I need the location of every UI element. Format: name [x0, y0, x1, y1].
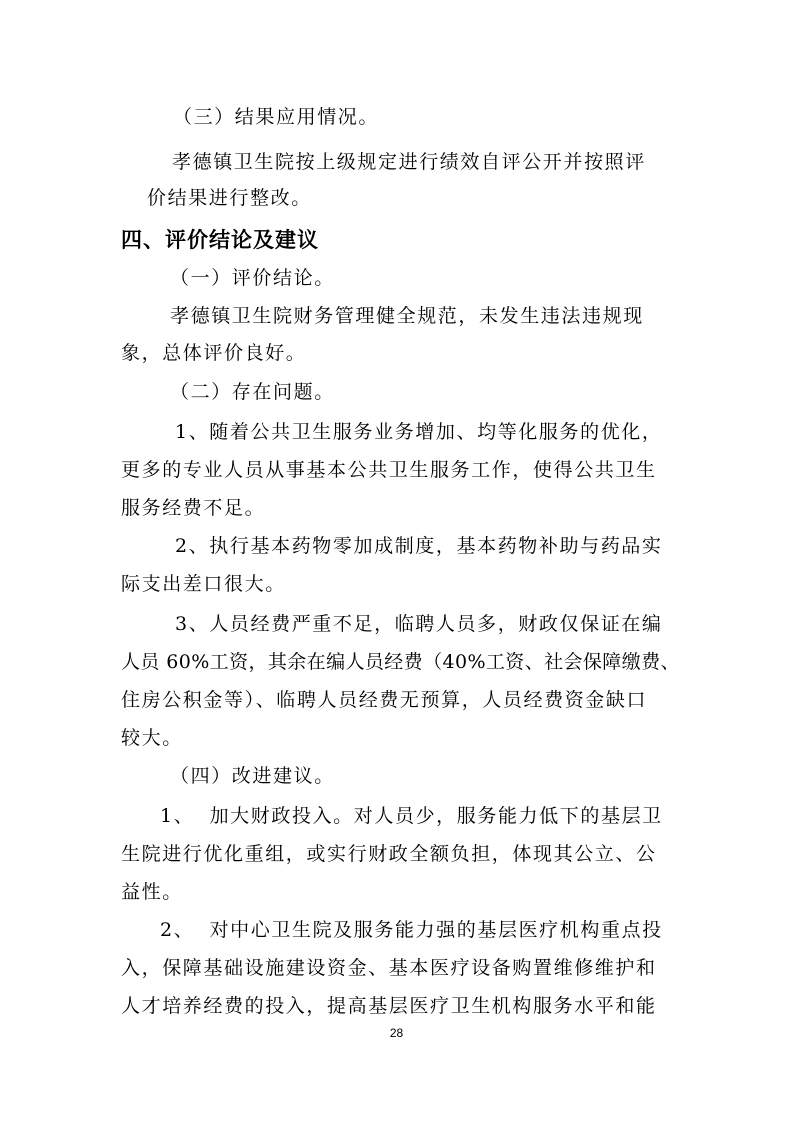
issue3-line-3: 住房公积金等）、临聘人员经费无预算，人员经费资金缺口 — [121, 689, 648, 711]
sub1-paragraph-line-2: 象，总体评价良好。 — [121, 342, 307, 364]
suggestion2-line-1: 2、 对中心卫生院及服务能力强的基层医疗机构重点投 — [160, 919, 663, 941]
issue1-line-3: 服务经费不足。 — [121, 497, 266, 519]
page-number: 28 — [389, 1026, 404, 1040]
sub1-heading: （一）评价结论。 — [170, 267, 335, 289]
issue1-line-2: 更多的专业人员从事基本公共卫生服务工作，使得公共卫生 — [121, 459, 657, 481]
issue2-line-2: 际支出差口很大。 — [121, 573, 286, 595]
issue3-line-4: 较大。 — [121, 727, 183, 749]
sub4-heading: （四）改进建议。 — [170, 765, 335, 787]
suggestion1-line-2: 生院进行优化重组，或实行财政全额负担，体现其公立、公 — [121, 843, 657, 865]
sub2-heading: （二）存在问题。 — [170, 381, 335, 403]
issue1-line-1: 1、随着公共卫生服务业务增加、均等化服务的优化， — [175, 421, 663, 443]
section4-heading: 四、评价结论及建议 — [121, 228, 319, 252]
suggestion2-line-3: 人才培养经费的投入，提高基层医疗卫生机构服务水平和能 — [121, 995, 657, 1017]
suggestion1-line-1: 1、 加大财政投入。对人员少，服务能力低下的基层卫 — [160, 805, 663, 827]
section3-heading: （三）结果应用情况。 — [173, 106, 380, 128]
suggestion1-line-3: 益性。 — [121, 881, 183, 903]
section3-paragraph-line-1: 孝德镇卫生院按上级规定进行绩效自评公开并按照评 — [172, 151, 646, 173]
issue2-line-1: 2、执行基本药物零加成制度，基本药物补助与药品实 — [175, 535, 663, 557]
issue3-line-1: 3、人员经费严重不足，临聘人员多，财政仅保证在编 — [175, 613, 663, 635]
section3-paragraph-line-2: 价结果进行整改。 — [147, 187, 312, 209]
sub1-paragraph-line-1: 孝德镇卫生院财务管理健全规范，未发生违法违规现 — [170, 305, 644, 327]
issue3-line-2: 人员 60%工资，其余在编人员经费（40%工资、社会保障缴费、 — [121, 651, 680, 673]
suggestion2-line-2: 入，保障基础设施建设资金、基本医疗设备购置维修维护和 — [121, 957, 657, 979]
